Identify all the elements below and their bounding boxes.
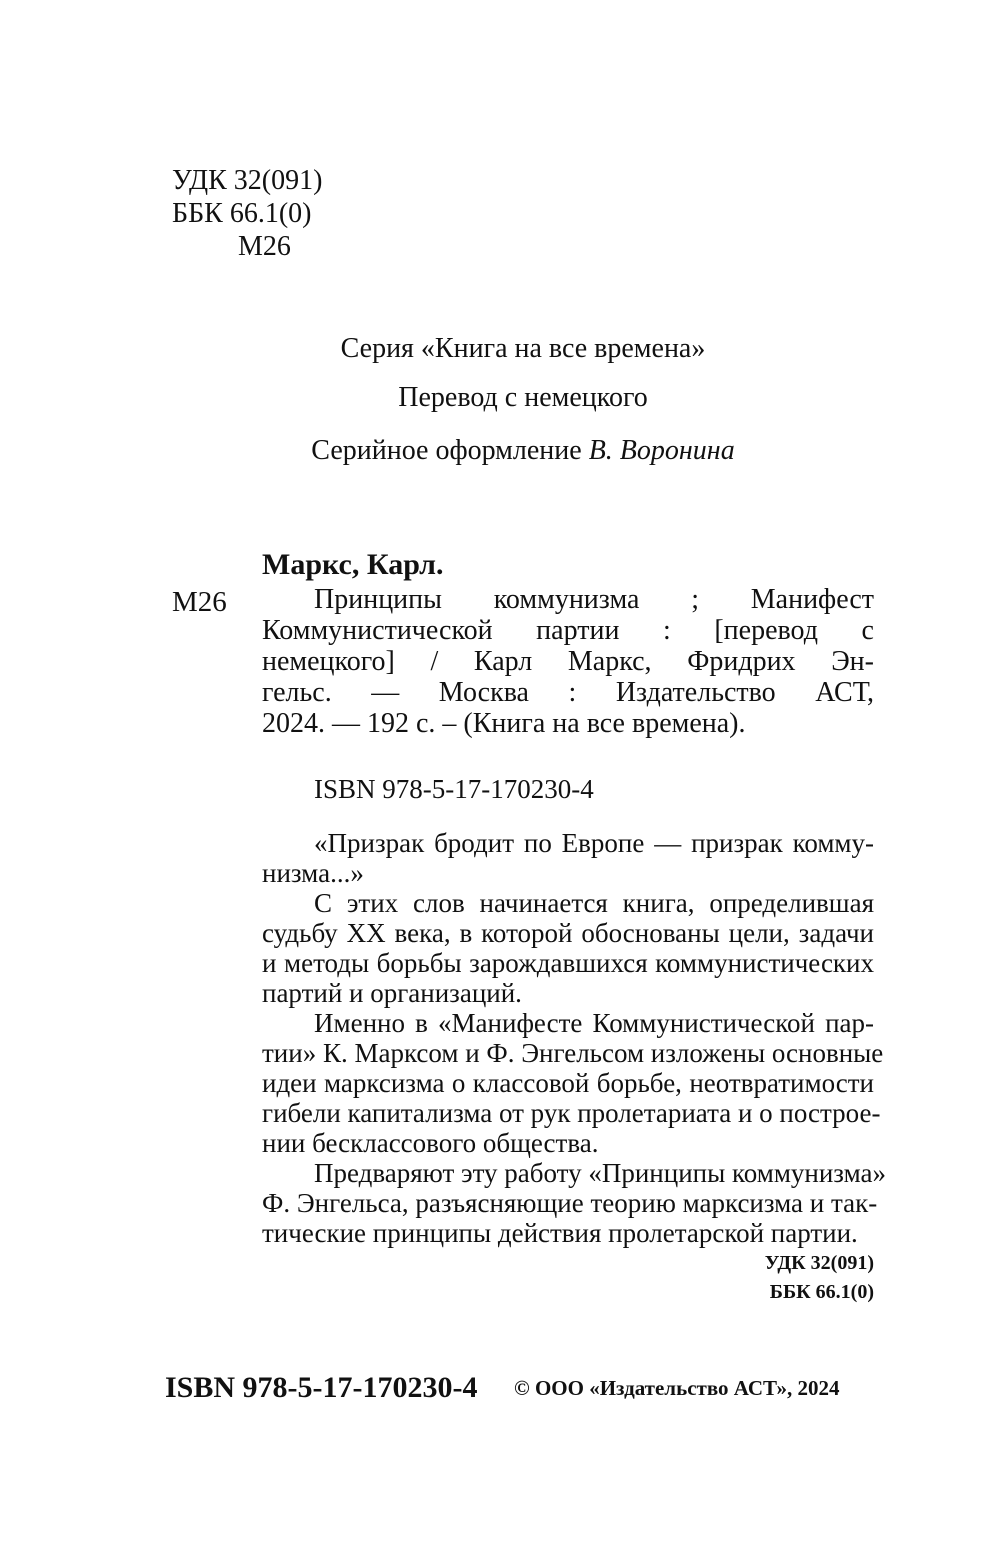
bibliographic-description	[262, 584, 874, 739]
footer-bbk: ББК 66.1(0)	[769, 1281, 874, 1303]
annotation-line: Предваряют эту работу «Принципы коммунизма»	[314, 1158, 886, 1188]
record-author: Маркс, Карл.	[262, 548, 444, 581]
author-mark: М26	[238, 231, 291, 262]
design-line	[0, 434, 1000, 468]
annotation-line: судьбу XX века, в которой обоснованы цели, задачи	[262, 918, 874, 948]
design-prefix: Серийное оформление	[311, 435, 582, 466]
annotation-line: тии» К. Марксом и Ф. Энгельсом изложены основные	[262, 1038, 884, 1068]
biblio-line: немецкого] / Карл Маркс, Фридрих Эн-	[262, 646, 874, 677]
annotation	[262, 828, 886, 1248]
biblio-line: гельс. — Москва : Издательство АСТ,	[262, 677, 874, 708]
annotation-line: Ф. Энгельса, разъясняющие теорию марксизма и так-	[262, 1188, 878, 1218]
annotation-line: нии бесклассового общества.	[262, 1128, 599, 1158]
annotation-line: гибели капитализма от рук пролетариата и о построе-	[262, 1098, 881, 1128]
record-isbn: ISBN 978-5-17-170230-4	[314, 774, 594, 804]
annotation-line: и методы борьбы зарождавшихся коммунистических	[262, 948, 874, 978]
record-author-mark: М26	[172, 586, 227, 618]
biblio-line: 2024. — 192 с. – (Книга на все времена).	[262, 708, 746, 739]
bbk-code: ББК 66.1(0)	[172, 198, 312, 229]
annotation-line: низма...»	[262, 858, 364, 888]
annotation-line: партий и организаций.	[262, 978, 522, 1008]
annotation-line: С этих слов начинается книга, определившая	[314, 888, 874, 918]
biblio-line: Коммунистической партии : [перевод с	[262, 615, 874, 646]
copyright-notice: © ООО «Издательство АСТ», 2024	[514, 1376, 840, 1400]
udk-code: УДК 32(091)	[172, 165, 323, 196]
translation-line: Перевод с немецкого	[398, 382, 648, 413]
footer-isbn: ISBN 978-5-17-170230-4	[165, 1371, 478, 1404]
biblio-line: Принципы коммунизма ; Манифест	[314, 584, 874, 615]
annotation-line: идеи марксизма о классовой борьбе, неотвратимости	[262, 1068, 874, 1098]
annotation-line: «Призрак бродит по Европе — призрак комму-	[314, 828, 874, 858]
designer-name: В. Воронина	[588, 435, 735, 466]
series-line: Серия «Книга на все времена»	[340, 333, 706, 364]
footer-udk: УДК 32(091)	[764, 1252, 874, 1274]
annotation-line: тические принципы действия пролетарской партии.	[262, 1218, 858, 1248]
annotation-line: Именно в «Манифесте Коммунистической пар-	[314, 1008, 874, 1038]
